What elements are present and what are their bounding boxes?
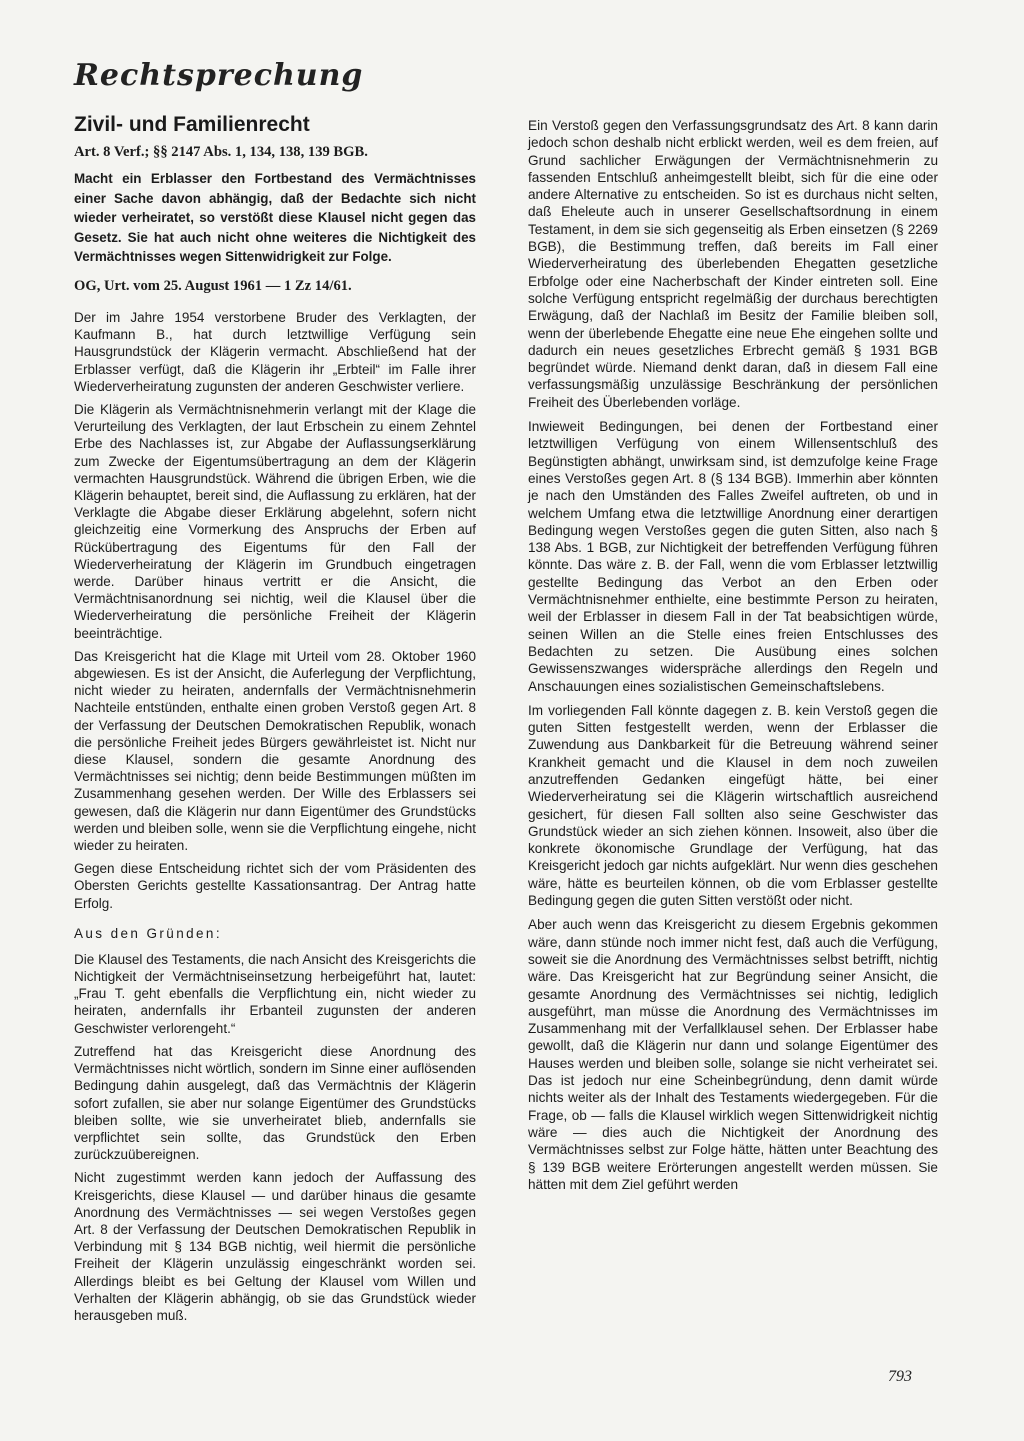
paragraph: Die Klausel des Testaments, die nach Ansicht des Kreisgerichts die Nichtigkeit der Vermächtniseinsetzung herbeigeführt hat, lautet: „Frau T. geht ebenfalls die Verpflichtung ein, nicht wieder zu heiraten, andernfalls ihr Erbanteil zugunsten der anderen Geschwister verlorengeht.“	[74, 951, 476, 1036]
page-number: 793	[888, 1368, 912, 1385]
paragraph: Inwieweit Bedingungen, bei denen der Fortbestand einer letztwilligen Verfügung von einem Willensentschluß des Begünstigten abhängt, unwirksam sind, ist demzufolge keine Frage eines Verstoßes gegen Art. 8 (§ 134 BGB). Immerhin aber könnten je nach den Umständen des Falles Zweifel auftreten, ob und in welchem Umfang etwa die letztwillige Anordnung einer derartigen Bedingung wegen Verstoßes gegen die guten Sitten, also nach § 138 Abs. 1 BGB, zur Nichtigkeit der betreffenden Verfügung führen könnte. Das wäre z. B. der Fall, wenn die vom Erblasser letztwillig gestellte Bedingung das Verbot an den Erben oder Vermächtnisnehmer enthielte, eine bestimmte Person zu heiraten, weil der Erblasser in diesem Fall in der Tat beabsichtigen würde, seinen Willen an die Stelle eines freien Entschlusses des Bedachten zu setzen. Die Ausübung eines solchen Gewissenszwanges widerspräche allerdings den Regeln und Anschauungen eines sozialistischen Gemeinschaftslebens.	[528, 419, 938, 694]
paragraph: Der im Jahre 1954 verstorbene Bruder des Verklagten, der Kaufmann B., hat durch letztwillige Verfügung sein Hausgrundstück der Klägerin vermacht. Abschließend hat der Erblasser verfügt, daß die Klägerin ihr „Erbteil“ im Falle ihrer Wiederverheiratung zugunsten der anderen Geschwister verliere.	[74, 309, 476, 394]
paragraph: Zutreffend hat das Kreisgericht diese Anordnung des Vermächtnisses nicht wörtlich, sondern im Sinne einer auflösenden Bedingung dahin ausgelegt, daß das Vermächtnis der Klägerin sofort zufallen, sie aber nur solange Eigentümer des Grundstücks bleiben sollte, wie sie unverheiratet blieb, andernfalls sie verpflichtet sein sollte, das Grundstück den Erben zurückzuübereignen.	[74, 1043, 476, 1163]
statute-citation: Art. 8 Verf.; §§ 2147 Abs. 1, 134, 138, 139 BGB.	[74, 144, 368, 160]
paragraph: Das Kreisgericht hat die Klage mit Urteil vom 28. Oktober 1960 abgewiesen. Es ist der Ansicht, die Auferlegung der Verpflichtung, nicht wieder zu heiraten, andernfalls der Vermächtnisnehmerin Nachteile entstünden, enthalte einen groben Verstoß gegen Art. 8 der Verfassung der Deutschen Demokratischen Republik, wonach die persönliche Freiheit jedes Bürgers gewährleistet ist. Nicht nur diese Klausel, sondern die gesamte Anordnung des Vermächtnisses sei nichtig; denn beide Bestimmungen müßten im Zusammenhang gesehen werden. Der Wille des Erblassers sei gewesen, daß die Klägerin nur dann Eigentümer des Grundstücks werden und bleiben solle, wenn sie die Verpflichtung eingehe, nicht wieder zu heiraten.	[74, 648, 476, 854]
paragraph: Nicht zugestimmt werden kann jedoch der Auffassung des Kreisgerichts, diese Klausel — und darüber hinaus die gesamte Anordnung des Vermächtnisses — sei wegen Verstoßes gegen Art. 8 der Verfassung der Deutschen Demokratischen Republik in Verbindung mit § 134 BGB nichtig, weil hiermit die persönliche Freiheit der Klägerin unzulässig eingeschränkt worden sei. Allerdings bleibt es bei Geltung der Klausel vom Willen und Verhalten der Klägerin abhängig, ob sie das Grundstück wieder herausgeben muß.	[74, 1170, 476, 1323]
subsection-heading: Zivil- und Familienrecht	[74, 113, 310, 136]
court-reference: OG, Urt. vom 25. August 1961 — 1 Zz 14/61.	[74, 277, 352, 294]
paragraph: Die Klägerin als Vermächtnisnehmerin verlangt mit der Klage die Verurteilung des Verklagten, der laut Erbschein zu einem Zehntel Erbe des Nachlasses ist, zur Abgabe der Auflassungserklärung zum Zwecke der Eigentumsübertragung an dem der Klägerin vermachten Hausgrundstück. Während die übrigen Erben, wie die Klägerin behauptet, bereit sind, die Auflassung zu erklären, hat der Verklagte die Abgabe dieser Erklärung abgelehnt, sofern nicht gleichzeitig eine Vormerkung des Anspruchs der Erben auf Rückübertragung des Eigentums für den Fall der Wiederverheiratung der Klägerin im Grundbuch eingetragen werde. Darüber hinaus vertritt er die Ansicht, die Vermächtnisanordnung sei nichtig, weil die Klausel über die Wiederverheiratung die persönliche Freiheit der Klägerin beeinträchtige.	[74, 401, 476, 641]
paragraph: Ein Verstoß gegen den Verfassungsgrundsatz des Art. 8 kann darin jedoch schon deshalb nicht erblickt werden, weil es dem freien, auf Grund sachlicher Erwägungen der Vermächtnisnehmerin zu fassenden Entschluß anheimgestellt bleibt, sich für die eine oder andere Alternative zu entscheiden. So ist es durchaus nicht selten, daß Eheleute auch in unserer Gesellschaftsordnung in einem Testament, in dem sie sich gegenseitig als Erben einsetzen (§ 2269 BGB), die Bestimmung treffen, daß bereits im Fall einer Wiederverheiratung des überlebenden Ehegatten gesetzliche Erbfolge oder eine Nacherbschaft der Kinder eintreten soll. Eine solche Verfügung entspricht regelmäßig der durchaus berechtigten Erwägung, daß der Nachlaß im Besitz der Familie bleiben soll, wenn der überlebende Ehegatte eine neue Ehe eingehen sollte und dadurch ein neues gesetzliches Erbrecht gemäß § 1931 BGB begründet würde. Niemand denkt daran, daß in diesem Fall eine verfassungsmäßig unzulässige Beschränkung der persönlichen Freiheit des Überlebenden vorläge.	[528, 118, 938, 410]
paragraph: Im vorliegenden Fall könnte dagegen z. B. kein Verstoß gegen die guten Sitten festgestellt werden, wenn der Erblasser die Zuwendung aus Dankbarkeit für die Betreuung während seiner Krankheit gemacht und die Klausel in dem noch zuweilen anzutreffenden Gedanken eingefügt hätte, bei einer Wiederverheiratung sei die Klägerin wirtschaftlich ausreichend gesichert, für diesen Fall sollten also seine Geschwister das Grundstück wieder an sich ziehen können. Insoweit, also über die konkrete ökonomische Grundlage der Verfügung, hat das Kreisgericht jedoch gar nichts aufgeklärt. Nur wenn dies geschehen wäre, hätte es beurteilen können, ob die vom Erblasser gestellte Bedingung gegen die guten Sitten verstößt oder nicht.	[528, 702, 938, 909]
paragraph: Gegen diese Entscheidung richtet sich der vom Präsidenten des Obersten Gerichts gestellte Kassationsantrag. Der Antrag hatte Erfolg.	[74, 861, 476, 911]
grounds-heading: Aus den Gründen:	[74, 925, 222, 941]
section-heading: Rechtsprechung	[74, 58, 364, 93]
headnote: Macht ein Erblasser den Fortbestand des Vermächtnisses einer Sache davon abhängig, daß der Bedachte sich nicht wieder verheiratet, so verstößt diese Klausel nicht gegen das Gesetz. Sie hat auch nicht ohne weiteres die Nichtigkeit des Vermächtnisses wegen Sittenwidrigkeit zur Folge.	[74, 171, 476, 265]
paragraph: Aber auch wenn das Kreisgericht zu diesem Ergebnis gekommen wäre, dann stünde noch immer nicht fest, daß auch die Verfügung, soweit sie die Anordnung des Vermächtnisses selbst betrifft, nichtig wäre. Das Kreisgericht hat zur Begründung seiner Ansicht, die gesamte Anordnung des Vermächtnisses sei nichtig, lediglich ausgeführt, man müsse die Anordnung des Vermächtnisses im Zusammenhang mit der Verfallklausel sehen. Der Erblasser habe gewollt, daß die Klägerin nur dann und solange Eigentümer des Hauses werden und bleiben solle, solange sie nicht verheiratet sei. Das ist jedoch nur eine Scheinbegründung, denn damit würde nichts weiter als der Inhalt des Testaments wiedergegeben. Für die Frage, ob — falls die Klausel wirklich wegen Sittenwidrigkeit nichtig wäre — dies auch die Nichtigkeit der Anordnung des Vermächtnisses selbst zur Folge hätte, hätten unter Beachtung des § 139 BGB weitere Erörterungen angestellt werden müssen. Sie hätten mit dem Ziel geführt werden	[528, 917, 938, 1192]
